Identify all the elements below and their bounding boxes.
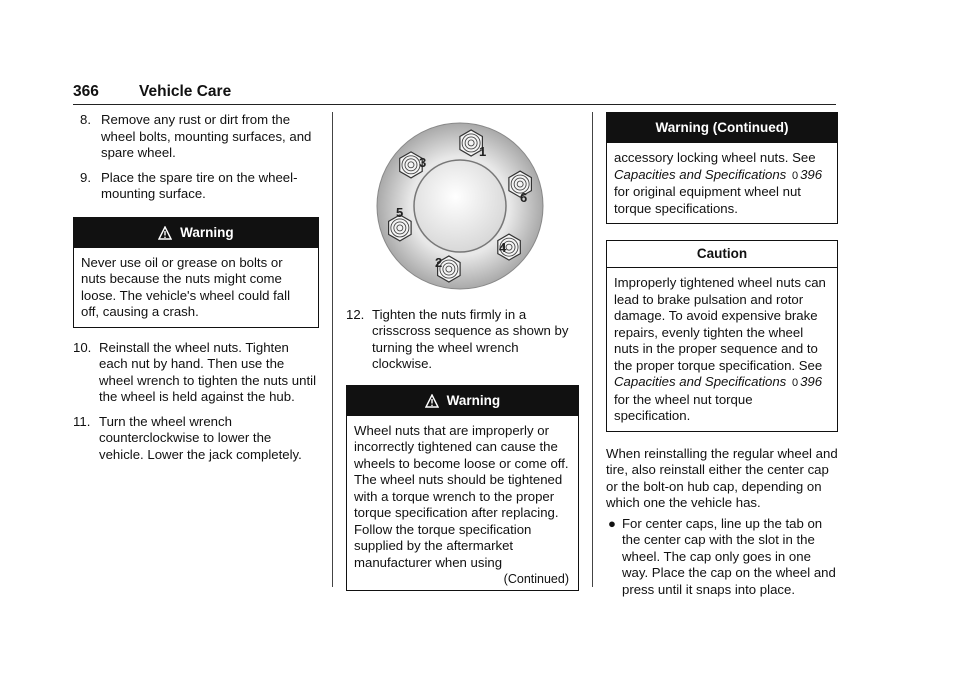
warning-box bbox=[346, 385, 579, 591]
nut-label-1: 1 bbox=[479, 144, 487, 159]
lug-nut-sequence-diagram bbox=[346, 112, 579, 292]
page-header bbox=[73, 84, 833, 102]
bullet-icon: ● bbox=[608, 515, 616, 531]
page-number: 366 bbox=[73, 83, 99, 100]
page-ref-icon: 0 bbox=[791, 169, 799, 182]
nut-label-5: 5 bbox=[396, 205, 404, 220]
warning-box bbox=[73, 217, 319, 328]
warning-triangle-icon bbox=[425, 394, 439, 408]
warning-triangle-icon bbox=[158, 226, 172, 240]
page-ref-icon: 0 bbox=[791, 377, 799, 389]
warning-header: Warning (Continued) bbox=[607, 113, 837, 143]
continued-label: (Continued) bbox=[503, 572, 569, 586]
header-rule bbox=[73, 104, 836, 105]
warning-text: accessory locking wheel nuts. See Capacities and Specifications 0 396 for original equipment wheel nut torque specifications. bbox=[614, 150, 823, 216]
list-item: ● For center caps, line up the tab on the center cap with the slot in the wheel. The cap only goes in one way. Place the cap on the wheel and press until it snaps into place. bbox=[608, 515, 836, 597]
warning-text: Wheel nuts that are improperly or incorrectly tightened can cause the wheels to become loose or come off. The wheel nuts should be tightened with a torque wrench to the proper torque specification after replacing. Follow the torque specification supplied by the aftermarket manufacturer when using (Continued) bbox=[354, 422, 569, 586]
reinstall-paragraph: When reinstalling the regular wheel and tire, also reinstall either the center cap or the bolt-on hub cap, depending on which one the vehicle has. bbox=[606, 445, 838, 510]
nut-label-6: 6 bbox=[520, 190, 528, 205]
column-3 bbox=[606, 112, 838, 598]
warning-header: Warning bbox=[74, 218, 318, 248]
page-ref-number[interactable]: 396 bbox=[800, 166, 823, 182]
step-8: 8. Remove any rust or dirt from the wheel bolts, mounting surfaces, and spare wheel. bbox=[80, 112, 312, 160]
cross-reference-link[interactable]: Capacities and Specifications bbox=[614, 374, 787, 389]
step-12: 12. Tighten the nuts firmly in a crisscross sequence as shown by turning the wheel wrench clockwise. bbox=[346, 306, 569, 371]
step-11: 11. Turn the wheel wrench counterclockwise to lower the vehicle. Lower the jack completely. bbox=[73, 413, 302, 462]
cross-reference-link[interactable]: Capacities and Specifications bbox=[614, 166, 787, 182]
page-ref-number[interactable]: 396 bbox=[800, 374, 823, 389]
column-1 bbox=[73, 112, 319, 471]
section-title: Vehicle Care bbox=[139, 83, 232, 100]
caution-header: Caution bbox=[607, 241, 837, 268]
column-divider bbox=[332, 112, 333, 587]
column-2 bbox=[346, 112, 579, 601]
caution-text: Improperly tightened wheel nuts can lead to brake pulsation and rotor damage. To avoid expensive brake repairs, evenly tighten the wheel nuts in the proper sequence and to the proper torque specification. See Capacities and Specifications 0 396 for the wheel nut torque specification. bbox=[614, 275, 826, 423]
column-divider bbox=[592, 112, 593, 587]
warning-header: Warning bbox=[347, 386, 578, 416]
step-10: 10. Reinstall the wheel nuts. Tighten each nut by hand. Then use the wheel wrench to tighten the nuts until the wheel is held against the hub. bbox=[73, 339, 316, 404]
nut-label-2: 2 bbox=[435, 255, 443, 270]
caution-box bbox=[606, 240, 838, 432]
nut-label-3: 3 bbox=[419, 155, 427, 170]
nut-label-4: 4 bbox=[499, 240, 507, 255]
step-9: 9. Place the spare tire on the wheel-mounting surface. bbox=[80, 169, 298, 201]
warning-continued-box bbox=[606, 112, 838, 224]
warning-text: Never use oil or grease on bolts or nuts because the nuts might come loose. The vehicle's wheel could fall off, causing a crash. bbox=[81, 254, 290, 319]
